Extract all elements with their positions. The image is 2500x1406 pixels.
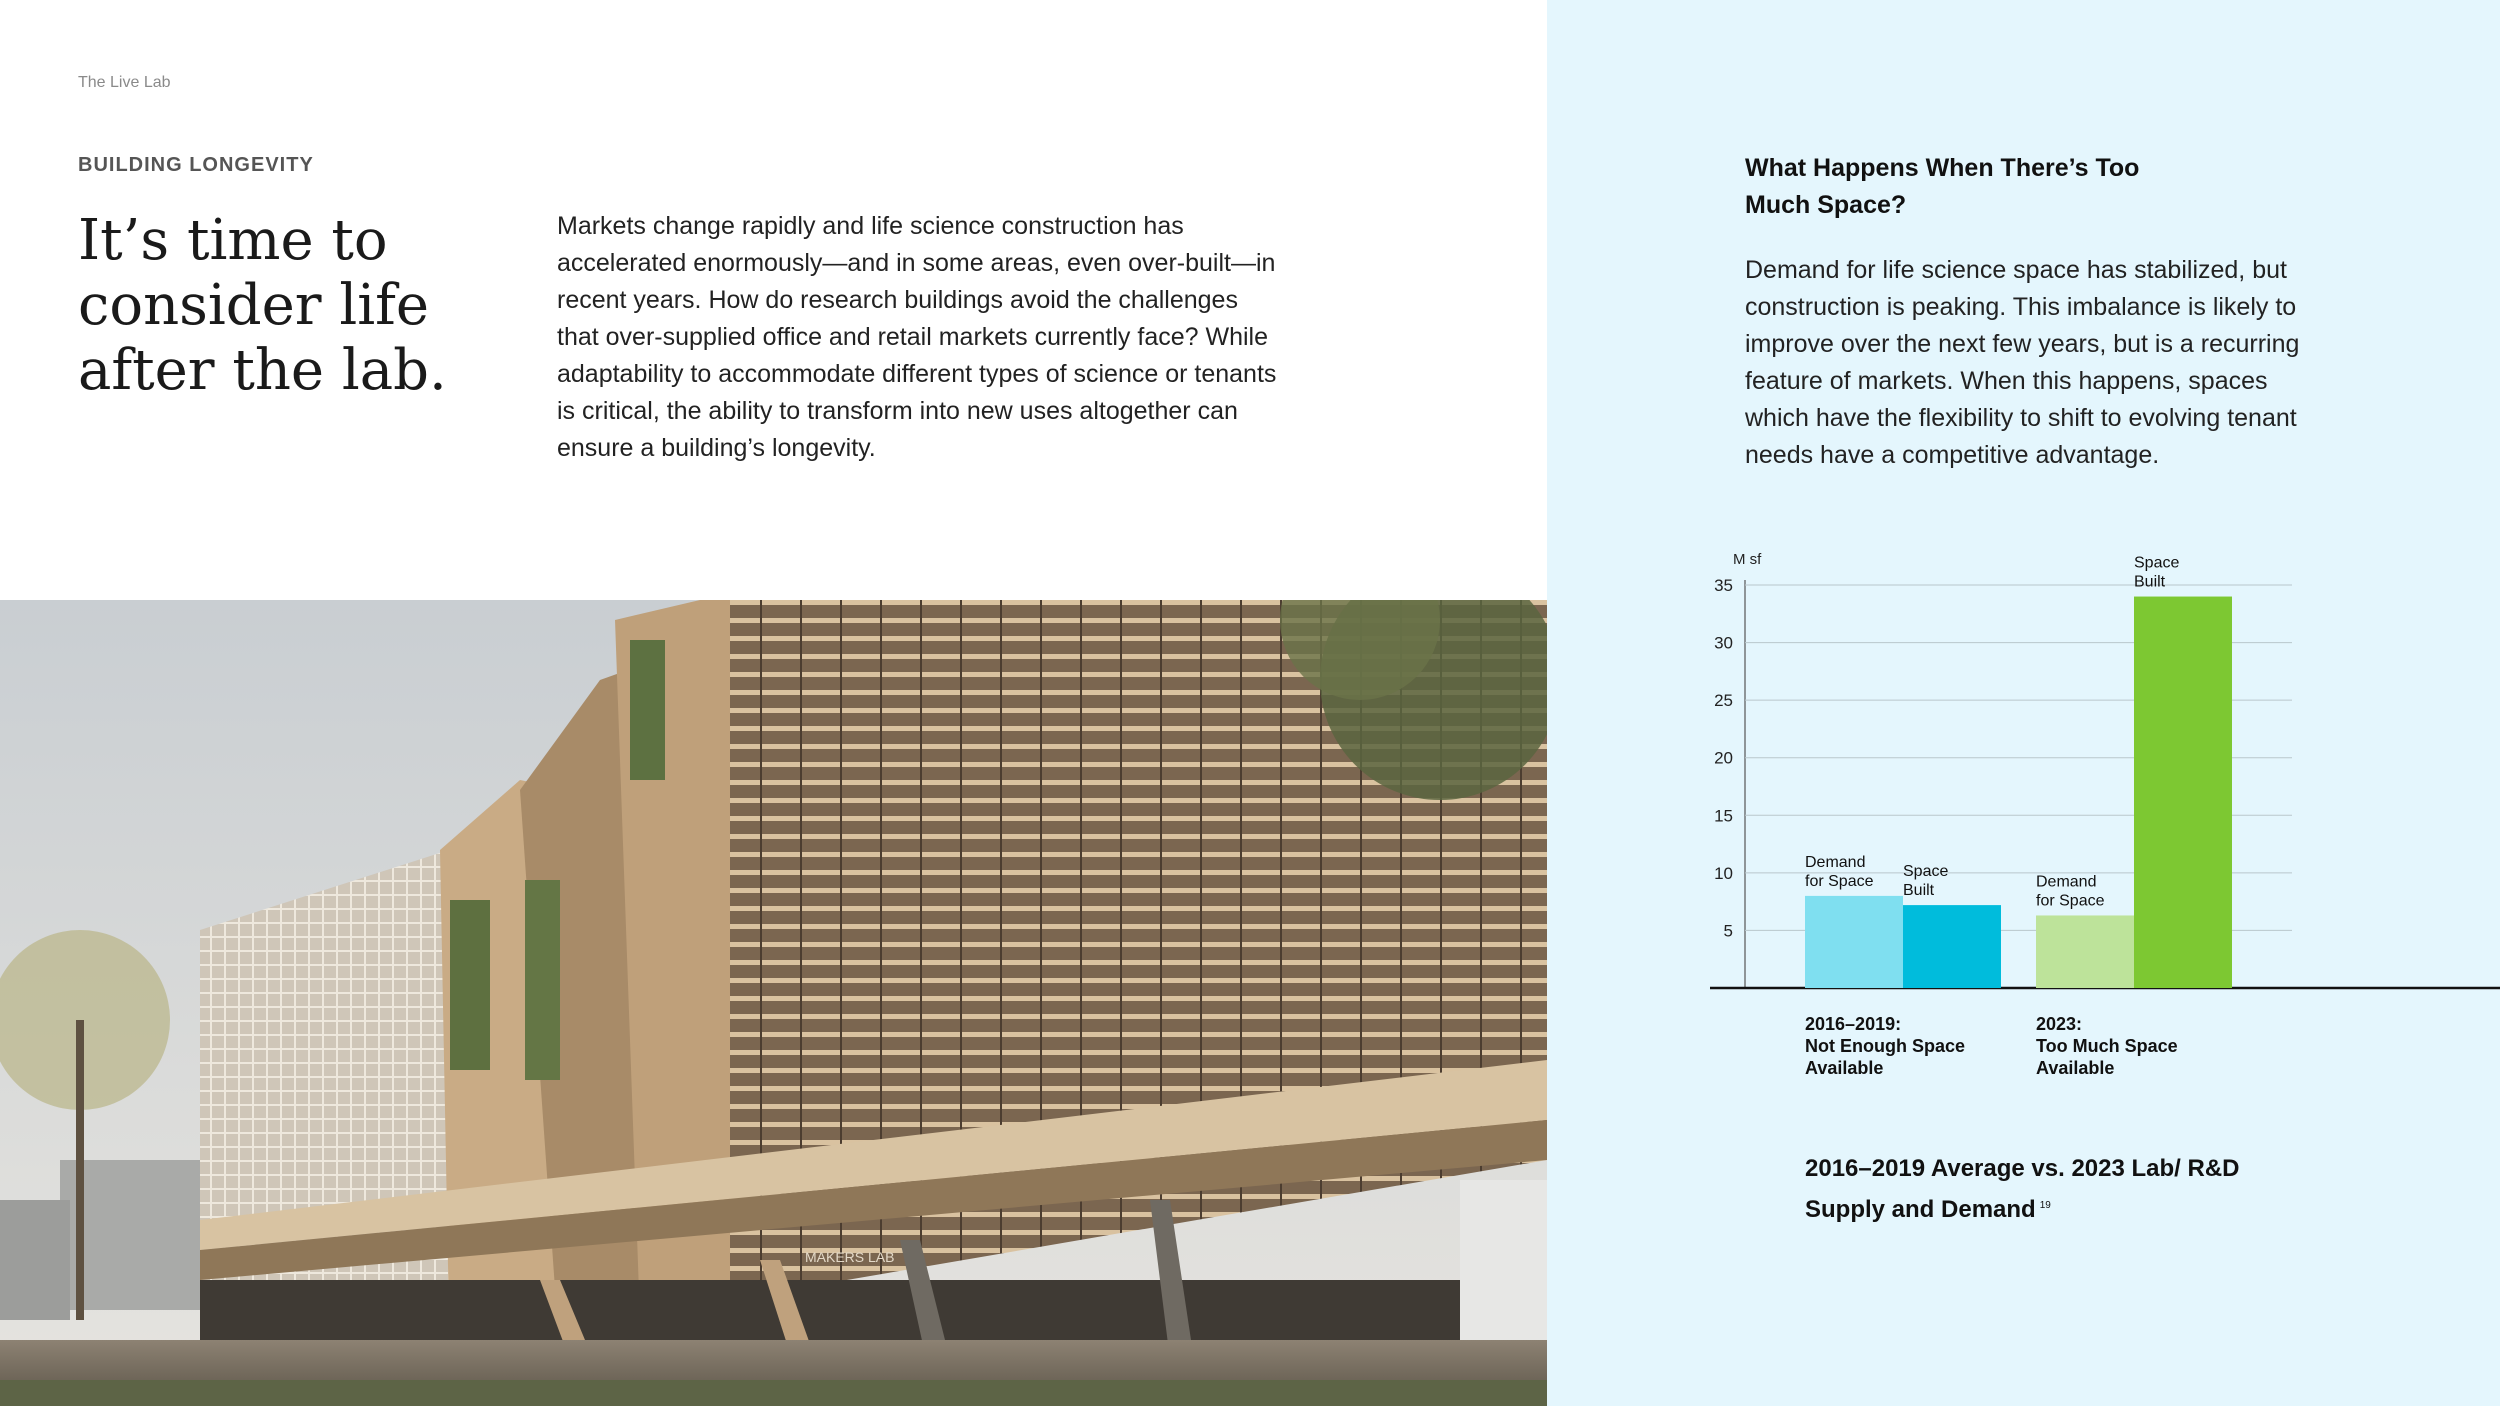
y-tick-label: 15 (1714, 806, 1733, 826)
intro-paragraph: Markets change rapidly and life science construction has accelerated enormously—and in some areas, even over-built—in recent years. How do research buildings avoid the challenges that over-supplied office and retail markets currently face? While adaptability to accommodate different types of science or tenants is critical, the ability to transform into new uses altogether can ensure a building’s longevity. (557, 212, 1277, 462)
headline: It’s time to consider life after the lab. (78, 208, 447, 403)
bar-2023-demand (2036, 915, 2134, 988)
y-tick-label: 10 (1714, 863, 1733, 883)
sidebar-title: What Happens When There’s Too Much Space? (1745, 154, 2140, 219)
y-tick-label: 5 (1723, 921, 1733, 941)
running-head: The Live Lab (78, 74, 171, 91)
y-tick-label: 20 (1714, 748, 1733, 768)
bar-2023-built (2134, 597, 2232, 988)
chart-title-text: 2016–2019 Average vs. 2023 Lab/ R&D Supply and Demand (1805, 1155, 2240, 1223)
section-eyebrow: BUILDING LONGEVITY (78, 154, 314, 176)
y-tick-label: 30 (1714, 633, 1733, 653)
group-label-2016-2019: 2016–2019: Not Enough Space Available (1805, 1014, 1966, 1078)
makers-lab-sign: MAKERS LAB (805, 1249, 895, 1265)
sidebar-body: Demand for life science space has stabilized, but construction is peaking. This imbalance is likely to improve over the next few years, but is a recurring feature of markets. When this happens, spaces which have the flexibility to shift to evolving tenant needs have a competitive advantage. (1745, 256, 2300, 469)
y-axis-label: M sf (1733, 551, 1762, 568)
group-label-2023: 2023: Too Much Space Available (2036, 1014, 2178, 1078)
chart-title (1805, 1150, 2285, 1228)
bar-2016-2019-built (1903, 905, 2001, 988)
chart-title-footnote: 19 (2039, 1200, 2051, 1211)
y-tick-label: 25 (1714, 691, 1733, 711)
y-tick-label: 35 (1714, 576, 1733, 596)
bar-label: Space Built (2134, 554, 2180, 591)
building-rendering-photo (0, 600, 1547, 1406)
bar-label: Space Built (1903, 863, 1949, 900)
bar-2016-2019-demand (1805, 896, 1903, 988)
bar-label: Demand for Space (2036, 873, 2105, 910)
bar-label: Demand for Space (1805, 853, 1874, 890)
supply-demand-chart (1690, 540, 2500, 1240)
